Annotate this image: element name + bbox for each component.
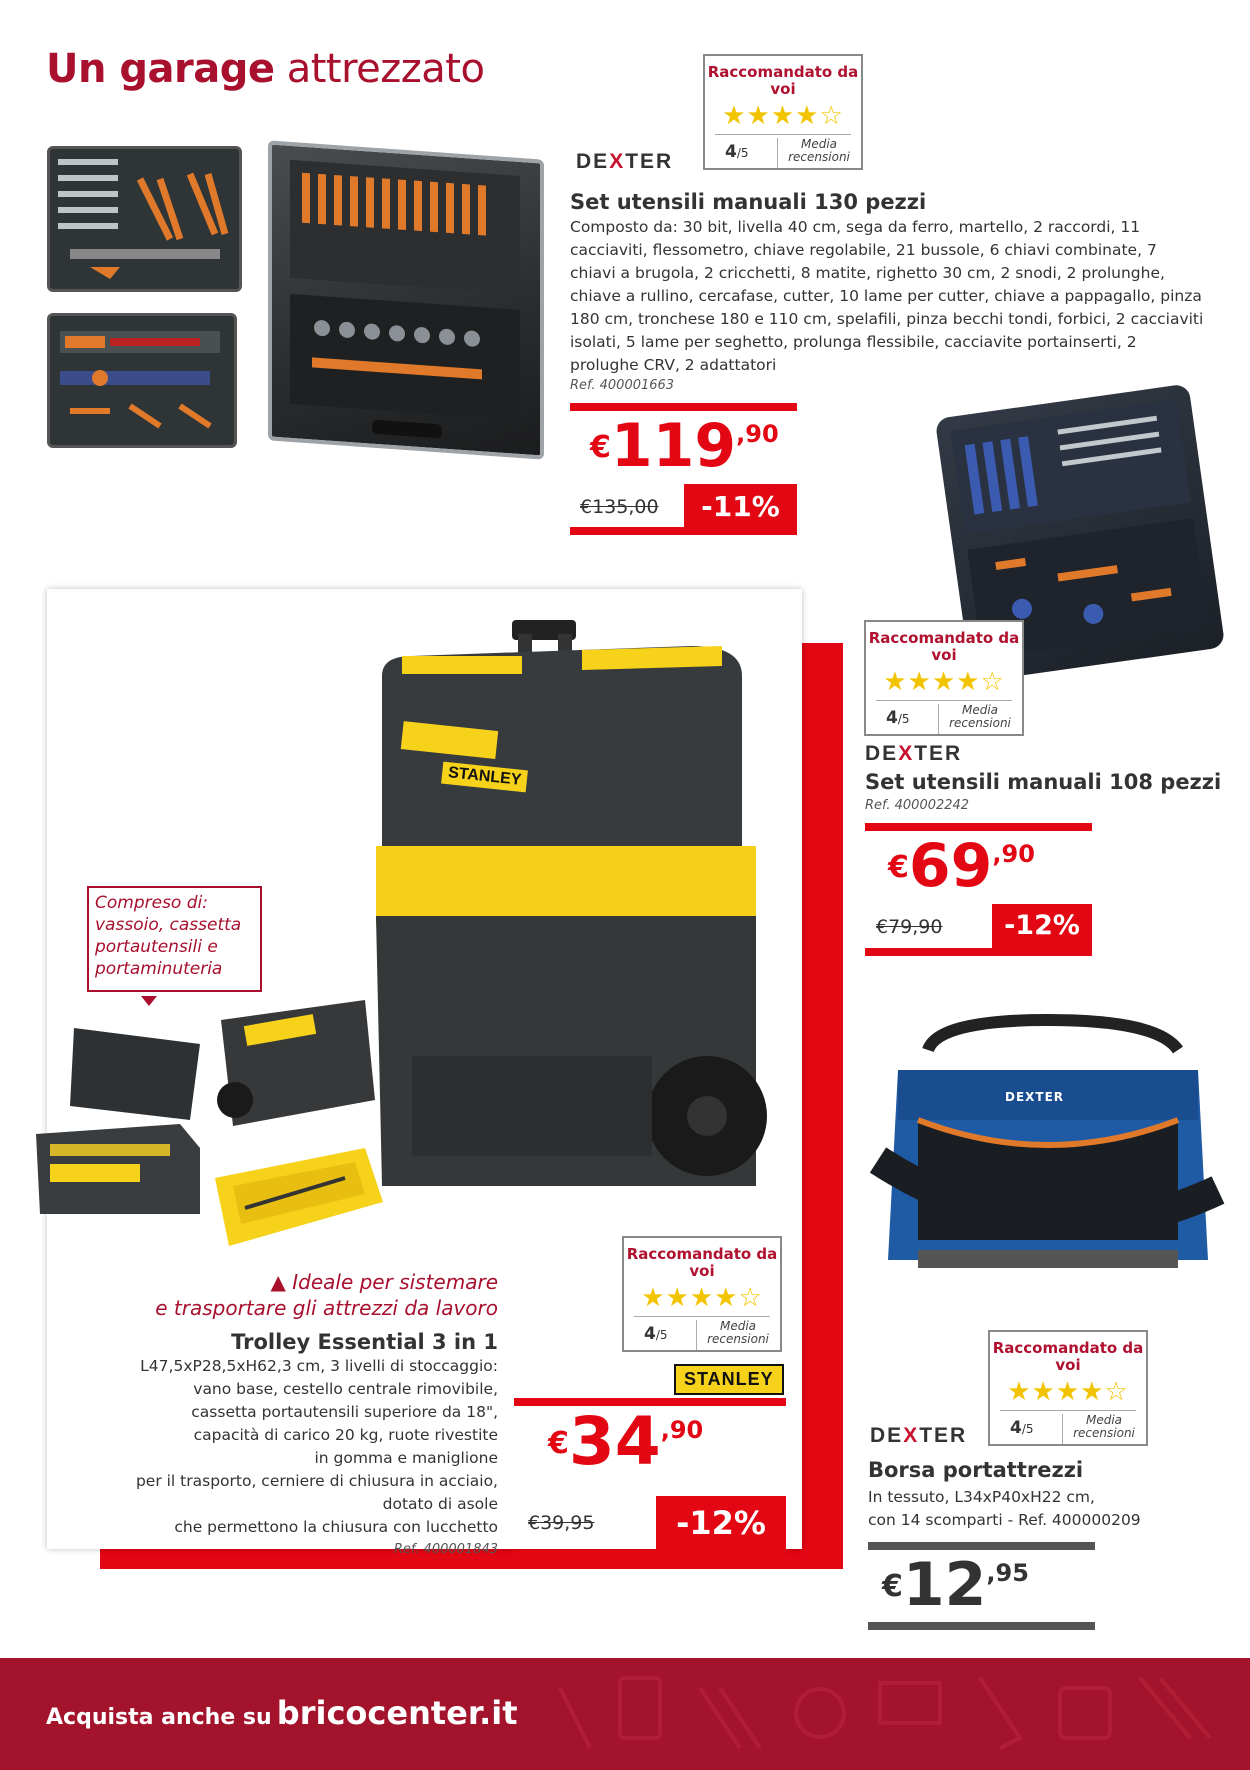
tool-panel-image-wrenches [47, 146, 242, 292]
old-price: €79,90 [876, 916, 943, 938]
old-price: €39,95 [528, 1512, 595, 1534]
dexter-logo: DEXTER [576, 150, 674, 173]
tool-bag-image [858, 1010, 1238, 1330]
old-price: €135,00 [580, 496, 659, 518]
price: €34,90 [548, 1403, 704, 1480]
star-rating-icon: ★★★★☆ [641, 1283, 763, 1313]
product-name: Borsa portattrezzi [868, 1458, 1084, 1482]
toolbox-open-image [30, 1024, 210, 1220]
rating-badge-title: Raccomandato da voi [626, 1245, 778, 1280]
rating-score: 4/5 [725, 142, 749, 162]
tray-image [205, 1138, 385, 1256]
page-title-bold: Un garage [46, 46, 275, 92]
price-bar-bottom [868, 1622, 1095, 1630]
rating-badge [622, 1236, 782, 1352]
rating-badge [703, 54, 863, 170]
star-rating-icon: ★★★★☆ [883, 667, 1005, 697]
tool-panel-image-saw [47, 313, 237, 448]
trolley-stanley-label: STANLEY [441, 762, 528, 793]
product-name: Set utensili manuali 130 pezzi [570, 190, 927, 214]
price-bar [570, 403, 797, 411]
saw-illustration [50, 316, 234, 445]
rating-media-label: Media recensioni [788, 137, 850, 164]
footer-site-link[interactable]: bricocenter.it [276, 1694, 518, 1732]
product-ref: Ref. 400001663 [570, 378, 675, 393]
rating-media-label: Media recensioni [707, 1319, 769, 1346]
footer-cta [46, 1694, 517, 1732]
rating-media-label: Media recensioni [1073, 1413, 1135, 1440]
wrenches-illustration [50, 149, 239, 289]
price-bar [865, 823, 1092, 831]
rating-badge [988, 1330, 1148, 1446]
trolley-image [372, 616, 780, 1226]
organizer-box-image [215, 990, 380, 1140]
stanley-logo: STANLEY [674, 1364, 784, 1395]
price-bar-bottom [570, 527, 797, 535]
price-bar-bottom [514, 1550, 786, 1558]
rating-badge-title: Raccomandato da voi [992, 1339, 1144, 1374]
tool-case-illustration [272, 145, 540, 456]
price: €69,90 [888, 831, 1035, 901]
price-bar-bottom [865, 948, 1092, 956]
price: €12,95 [882, 1550, 1029, 1620]
product-ref: Ref. 400002242 [865, 798, 970, 813]
rating-badge-title: Raccomandato da voi [868, 629, 1020, 664]
rating-score: 4/5 [886, 708, 910, 728]
callout-arrow-icon [141, 996, 157, 1006]
discount-badge: -11% [684, 484, 797, 530]
rating-badge [864, 620, 1024, 736]
product-ref: Ref. 400001843 [393, 1542, 498, 1557]
discount-badge: -12% [992, 904, 1092, 948]
rating-score: 4/5 [1010, 1418, 1034, 1438]
rating-score: 4/5 [644, 1324, 668, 1344]
rating-media-label: Media recensioni [949, 703, 1011, 730]
rating-badge-title: Raccomandato da voi [707, 63, 859, 98]
price-bar [868, 1542, 1095, 1550]
product-description: In tessuto, L34xP40xH22 cm, con 14 scomparti - Ref. 400000209 [868, 1488, 1141, 1529]
page-title [46, 46, 484, 92]
dexter-logo: DEXTER [865, 742, 963, 765]
product-description: Composto da: 30 bit, livella 40 cm, sega da ferro, martello, 2 raccordi, 11 cacciaviti, flessometro, chiave regolabile, 21 bussole, 6 chiavi combinate, 7 chiavi a brugola, 2 cricchetti, 8 matite, righetto 30 cm, 2 snodi, 2 prolunghe, chiave a rullino, cercafase, cutter, 10 lame per cutter, chiave a pappagallo, pinza 180 cm, tronchese 180 e 110 cm, spelafili, pinza becchi tondi, forbici, 2 cacciaviti isolati, 5 lame per seghetto, prolunga flessibile, cacciavite portainserti, 2 prolughe CRV, 2 adattatori [570, 218, 1204, 374]
product-name: Set utensili manuali 108 pezzi [865, 770, 1222, 794]
product-description: L47,5xP28,5xH62,3 cm, 3 livelli di stoccaggio: vano base, cestello centrale rimovibile, cassetta portautensili superiore da 18", capacità di carico 20 kg, ruote rivestite in gomma e maniglione per il trasporto, cerniere di chiusura in acciaio, dotato di asole che permettono la chiusura con lucchetto [135, 1357, 498, 1536]
price: €119,90 [590, 411, 779, 481]
included-items-callout: Compreso di: vassoio, cassetta portautensili e portaminuteria [87, 886, 262, 992]
discount-badge: -12% [656, 1496, 786, 1550]
product-name: Trolley Essential 3 in 1 [231, 1330, 498, 1354]
tool-case-image-130 [268, 140, 544, 459]
bag-brand-label: DEXTER [1005, 1090, 1065, 1104]
footer-lead: Acquista anche su [46, 1705, 272, 1730]
star-rating-icon: ★★★★☆ [722, 101, 844, 131]
product-tagline: ▲ Ideale per sistemare e trasportare gli attrezzi da lavoro [155, 1270, 498, 1320]
star-rating-icon: ★★★★☆ [1007, 1377, 1129, 1407]
page-title-light: attrezzato [286, 46, 485, 92]
dexter-logo: DEXTER [870, 1424, 968, 1447]
